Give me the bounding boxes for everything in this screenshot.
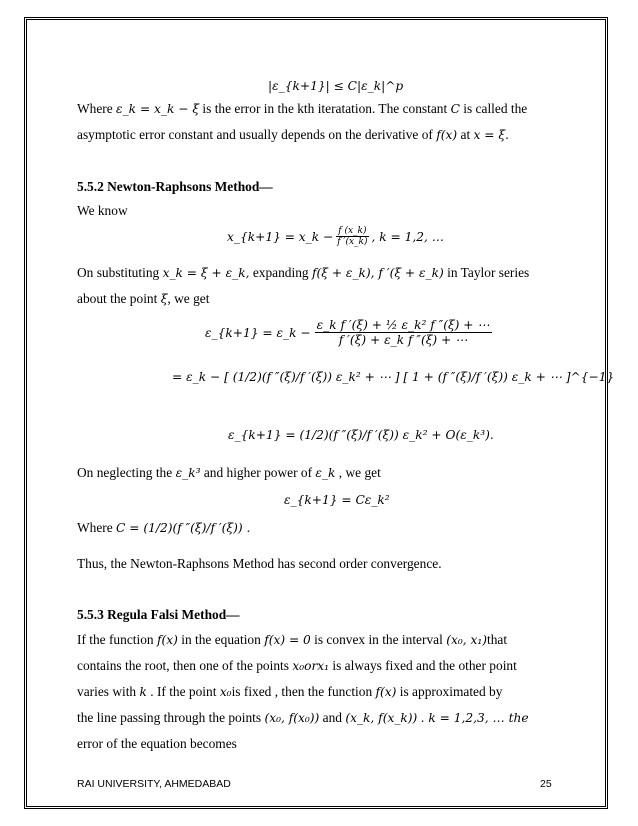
error-bound-equation: |ε_{k+1}| ≤ C|ε_k|^p <box>268 79 404 93</box>
regula-line5: error of the equation becomes <box>77 736 237 751</box>
about-point-line: about the point ξ, we get <box>77 291 210 306</box>
taylor-equation-2: = ε_k − [ (1/2)(f ″(ξ)/f ′(ξ)) ε_k² + ⋯ ] [ 1 + (f ″(ξ)/f ′(ξ)) ε_k + ⋯ ]^{−1} <box>172 370 615 384</box>
conclusion-text: Thus, the Newton-Raphsons Method has second order convergence. <box>77 556 442 571</box>
regula-line3: varies with k . If the point x₀is fixed , then the function f(x) is approximated by <box>77 684 503 699</box>
substitution-line: On substituting x_k = ξ + ε_k, expanding f(ξ + ε_k), f ′(ξ + ε_k) in Taylor series <box>77 265 530 280</box>
regula-line1: If the function f(x) in the equation f(x) = 0 is convex in the interval (x₀, x₁)that <box>77 632 508 647</box>
section-heading-regula-falsi: 5.5.3 Regula Falsi Method— <box>77 607 240 622</box>
page-number: 25 <box>540 778 552 790</box>
para1-line1: Where ε_k = x_k − ξ is the error in the kth iteratation. The constant C is called the <box>77 101 528 116</box>
section-heading-newton: 5.5.2 Newton-Raphsons Method— <box>77 179 273 194</box>
para1-line2: asymptotic error constant and usually depends on the derivative of f(x) at x = ξ. <box>77 127 509 142</box>
taylor-equation-3: ε_{k+1} = (1/2)(f ″(ξ)/f ′(ξ)) ε_k² + O(ε_k³). <box>228 428 494 442</box>
where-c-line: Where C = (1/2)(f ″(ξ)/f ′(ξ)) . <box>77 520 251 535</box>
taylor-equation-1: ε_{k+1} = ε_k − $\frac{\text{ε\_k f ′(ξ) + ½ ε\_k² f ″(ξ) + ⋯}}{\text{f ′(ξ) + ε\_k f ″(ξ) + ⋯}}$ <box>205 318 490 348</box>
we-know-text: We know <box>77 203 128 218</box>
footer-university: RAI UNIVERSITY, AHMEDABAD <box>77 778 231 790</box>
neglect-line: On neglecting the ε_k³ and higher power of ε_k , we get <box>77 465 381 480</box>
regula-line4: the line passing through the points (x₀, f(x₀)) and (x_k, f(x_k)) . k = 1,2,3, … the <box>77 710 529 725</box>
regula-line2: contains the root, then one of the points x₀orx₁ is always fixed and the other point <box>77 658 517 673</box>
quadratic-error-equation: ε_{k+1} = Cε_k² <box>284 493 390 507</box>
newton-iteration-formula: x_{k+1} = x_k − $\frac{f (x\_k)}{f '(x\_k)}$ , k = 1,2, … <box>227 226 444 248</box>
error-definition: ε_k = x_k − ξ <box>116 102 200 116</box>
